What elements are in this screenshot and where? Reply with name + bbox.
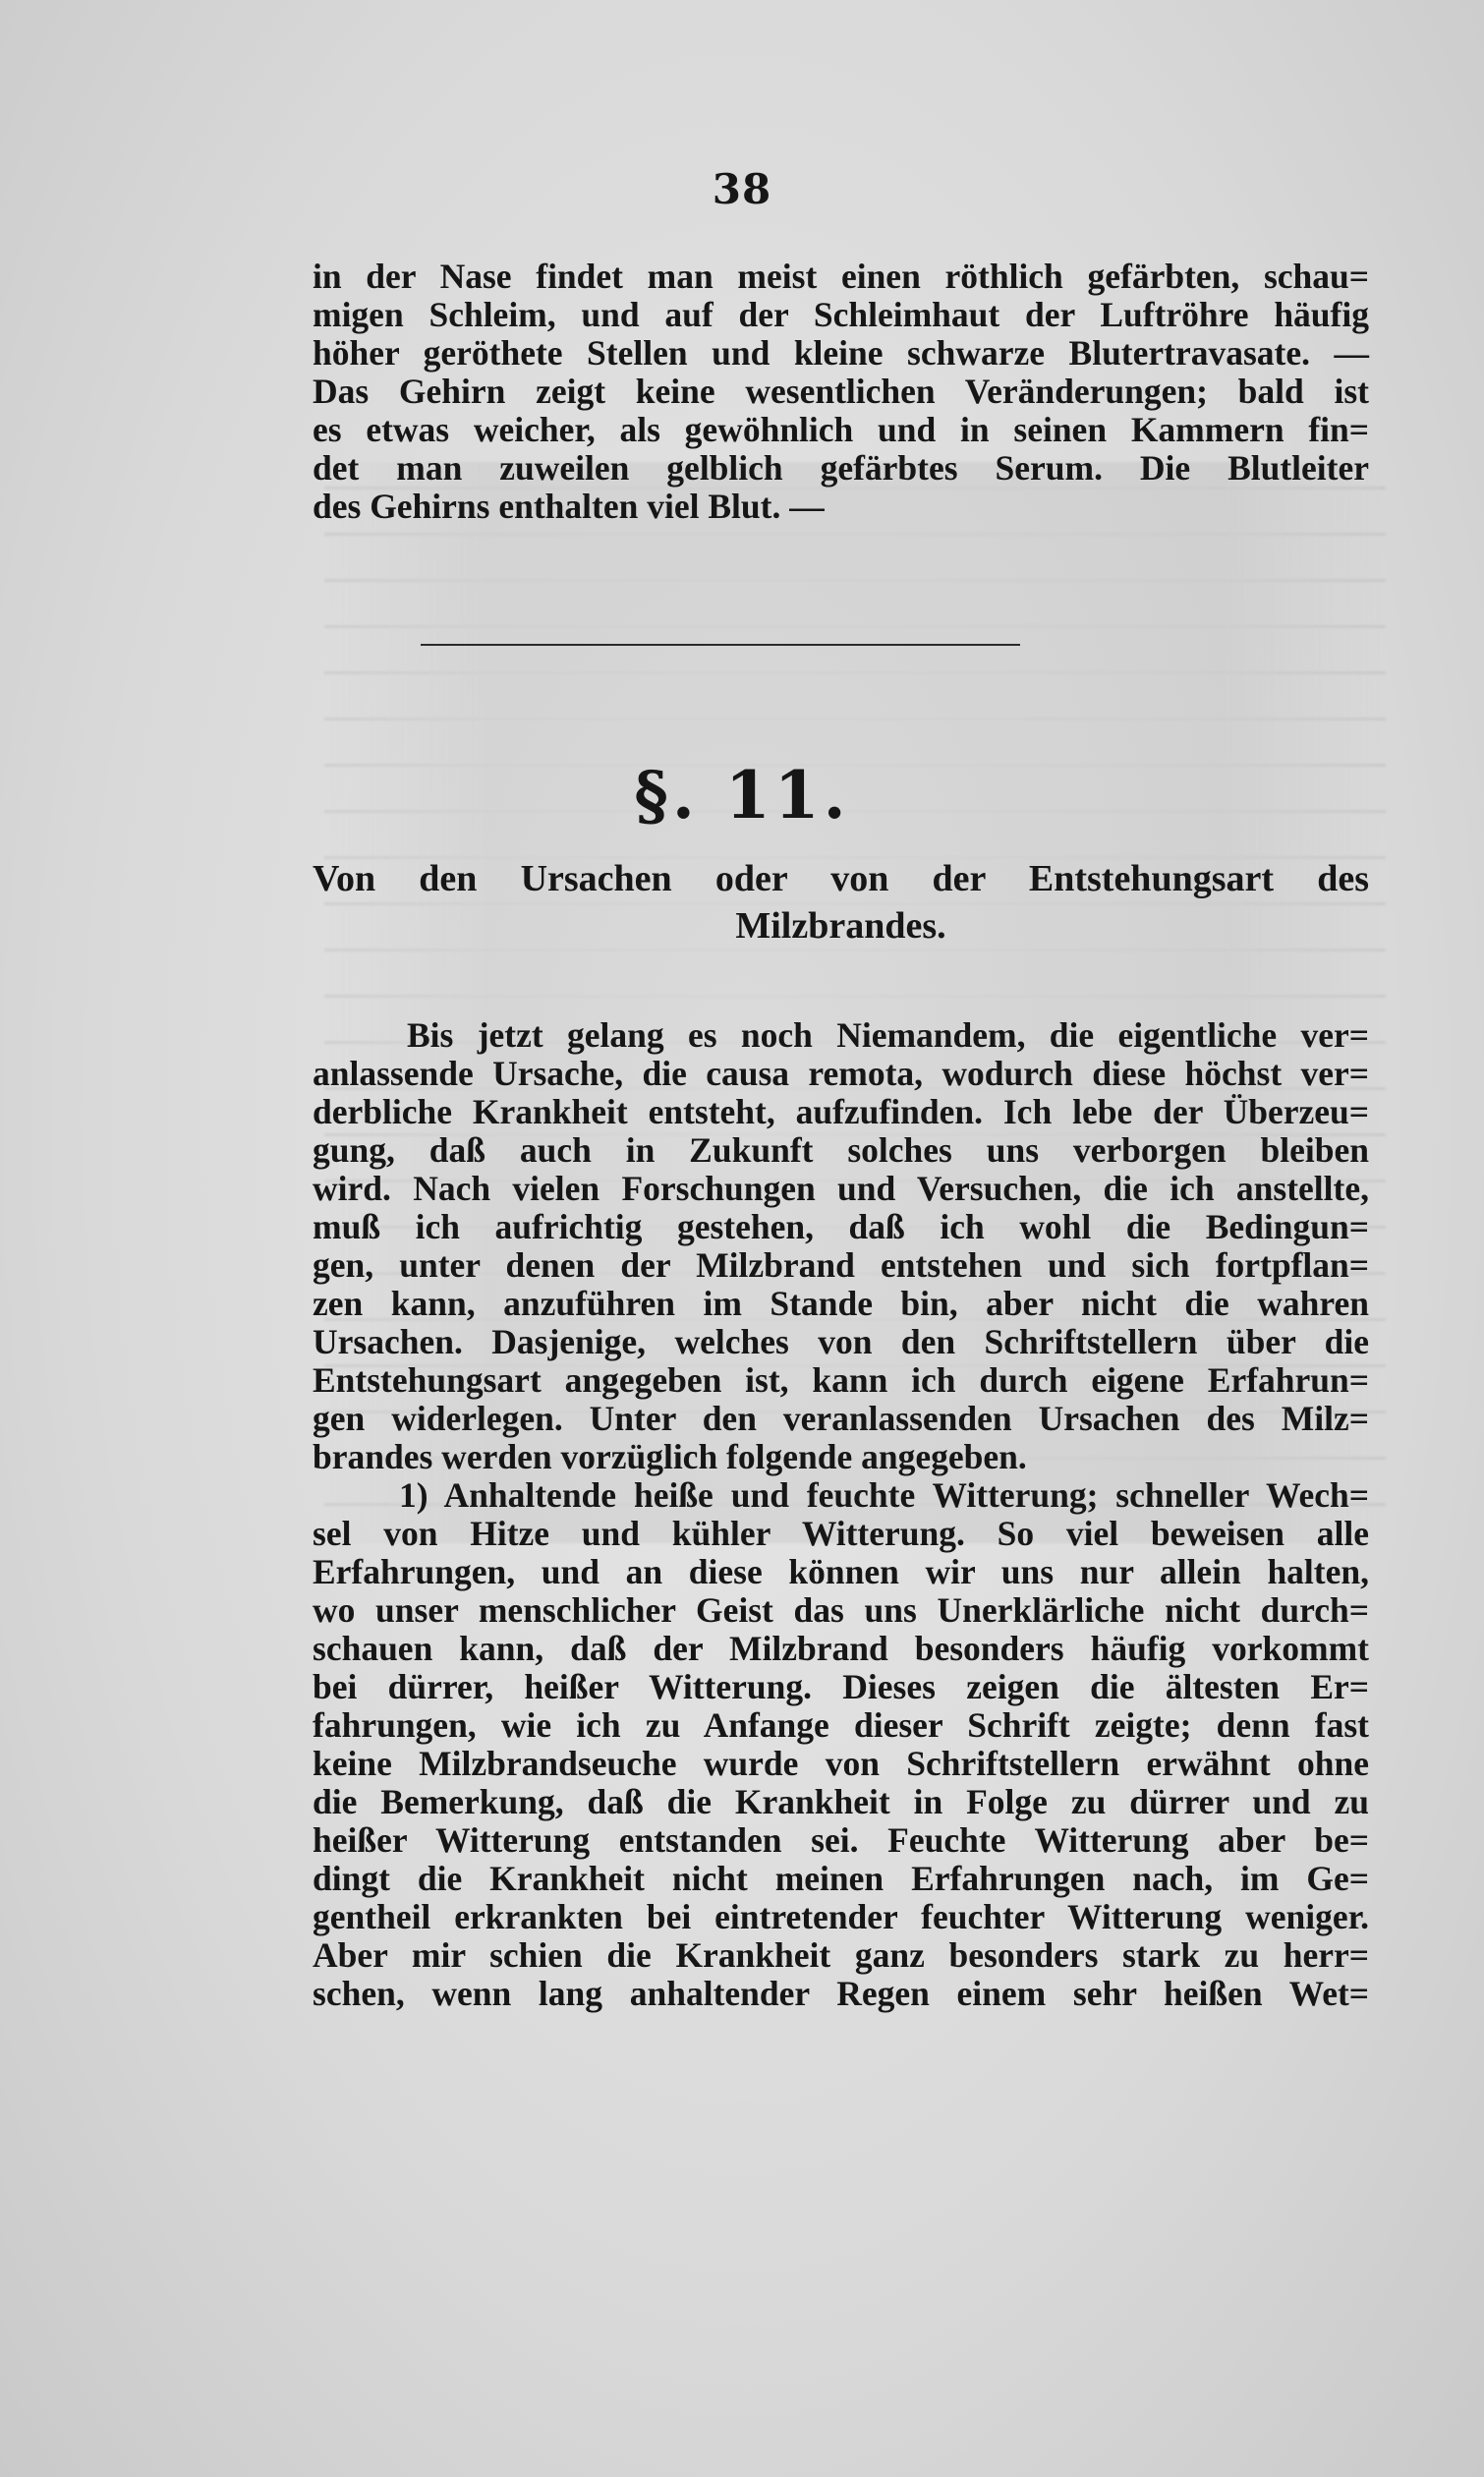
text-line: Ursachen. Dasjenige, welches von den Schriftstellern über die xyxy=(313,1322,1369,1361)
page-number: 38 xyxy=(712,165,772,213)
section-divider xyxy=(421,644,1020,646)
continued-paragraph xyxy=(313,258,1369,526)
text-line: anlassende Ursache, die causa remota, wodurch diese höchst ver= xyxy=(313,1054,1369,1093)
text-line: wo unser menschlicher Geist das uns Unerklärliche nicht durch= xyxy=(313,1590,1369,1630)
list-item-line: 1) Anhaltende heiße und feuchte Witterung; schneller Wech= xyxy=(399,1475,1369,1515)
text-line: sel von Hitze und kühler Witterung. So viel beweisen alle xyxy=(313,1514,1369,1553)
text-line: gen, unter denen der Milzbrand entstehen und sich fortpflan= xyxy=(313,1245,1369,1285)
text-line: muß ich aufrichtig gestehen, daß ich wohl die Bedingun= xyxy=(313,1207,1369,1246)
text-line: wird. Nach vielen Forschungen und Versuchen, die ich anstellte, xyxy=(313,1169,1369,1208)
text-line: Entstehungsart angegeben ist, kann ich durch eigene Erfahrun= xyxy=(313,1360,1369,1400)
text-line: es etwas weicher, als gewöhnlich und in seinen Kammern fin= xyxy=(313,410,1369,449)
text-line: des Gehirns enthalten viel Blut. — xyxy=(313,487,825,526)
text-line: schauen kann, daß der Milzbrand besonders häufig vorkommt xyxy=(313,1629,1369,1668)
text-line: fahrungen, wie ich zu Anfange dieser Schrift zeigte; denn fast xyxy=(313,1705,1369,1745)
section-heading-line-1: Von den Ursachen oder von der Entstehungsart des xyxy=(313,858,1369,899)
text-line: Bis jetzt gelang es noch Niemandem, die eigentliche ver= xyxy=(407,1015,1369,1055)
text-line: gung, daß auch in Zukunft solches uns verborgen bleiben xyxy=(313,1130,1369,1170)
text-line: höher geröthete Stellen und kleine schwarze Blutertravasate. — xyxy=(313,333,1369,373)
text-line: gentheil erkrankten bei eintretender feuchter Witterung weniger. xyxy=(313,1897,1369,1936)
text-line: gen widerlegen. Unter den veranlassenden Ursachen des Milz= xyxy=(313,1399,1369,1438)
text-line: dingt die Krankheit nicht meinen Erfahrungen nach, im Ge= xyxy=(313,1859,1369,1898)
text-line: migen Schleim, und auf der Schleimhaut der Luftröhre häufig xyxy=(313,295,1369,334)
text-line: brandes werden vorzüglich folgende angegeben. xyxy=(313,1437,1027,1476)
text-line: Aber mir schien die Krankheit ganz besonders stark zu herr= xyxy=(313,1935,1369,1975)
section-heading-line-2: Milzbrandes. xyxy=(735,905,946,947)
text-line: bei dürrer, heißer Witterung. Dieses zeigen die ältesten Er= xyxy=(313,1667,1369,1706)
text-line: det man zuweilen gelblich gefärbtes Serum. Die Blutleiter xyxy=(313,448,1369,488)
text-line: die Bemerkung, daß die Krankheit in Folge zu dürrer und zu xyxy=(313,1782,1369,1821)
text-line: heißer Witterung entstanden sei. Feuchte Witterung aber be= xyxy=(313,1820,1369,1860)
text-line: schen, wenn lang anhaltender Regen einem sehr heißen Wet= xyxy=(313,1974,1369,2013)
text-line: Das Gehirn zeigt keine wesentlichen Veränderungen; bald ist xyxy=(313,372,1369,411)
section-number: §. 11. xyxy=(634,757,850,834)
section-heading xyxy=(313,855,1369,950)
text-line: in der Nase findet man meist einen röthlich gefärbten, schau= xyxy=(313,257,1369,296)
text-line: Erfahrungen, und an diese können wir uns nur allein halten, xyxy=(313,1552,1369,1591)
text-line: zen kann, anzuführen im Stande bin, aber nicht die wahren xyxy=(313,1284,1369,1323)
text-line: derbliche Krankheit entsteht, aufzufinden. Ich lebe der Überzeu= xyxy=(313,1092,1369,1131)
section-body xyxy=(313,1016,1369,2013)
text-line: keine Milzbrandseuche wurde von Schriftstellern erwähnt ohne xyxy=(313,1744,1369,1783)
